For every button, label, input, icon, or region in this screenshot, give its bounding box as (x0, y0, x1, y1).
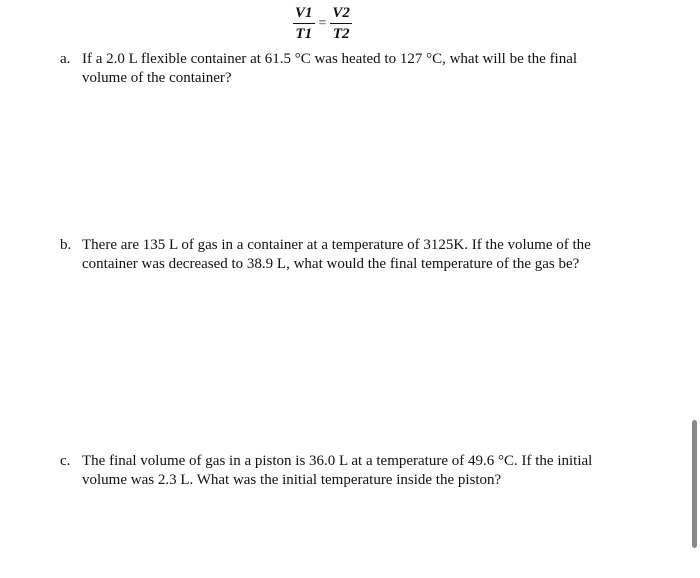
question-c-marker: c. (60, 453, 71, 469)
right-numerator: V2 (330, 4, 352, 24)
right-denominator: T2 (332, 26, 350, 42)
left-fraction (293, 4, 315, 43)
vertical-scrollbar[interactable] (692, 420, 697, 548)
question-b-marker: b. (60, 237, 72, 253)
question-a (60, 50, 620, 88)
question-a-marker: a. (60, 51, 71, 67)
charles-law-formula (293, 4, 352, 43)
left-numerator: V1 (293, 4, 315, 24)
question-b-text: There are 135 L of gas in a container at a temperature of 3125K. If the volume of the container was decreased to 38.9 L, what would the final temperature of the gas be? (82, 237, 591, 272)
right-fraction (330, 4, 352, 43)
question-b (60, 236, 620, 274)
left-denominator: T1 (295, 26, 313, 42)
question-c (60, 452, 620, 490)
equals-sign: = (318, 15, 327, 31)
question-c-text: The final volume of gas in a piston is 36.0 L at a temperature of 49.6 °C. If the initial volume was 2.3 L. What was the initial temperature inside the piston? (82, 453, 593, 488)
question-a-text: If a 2.0 L flexible container at 61.5 °C was heated to 127 °C, what will be the final volume of the container? (82, 51, 578, 86)
